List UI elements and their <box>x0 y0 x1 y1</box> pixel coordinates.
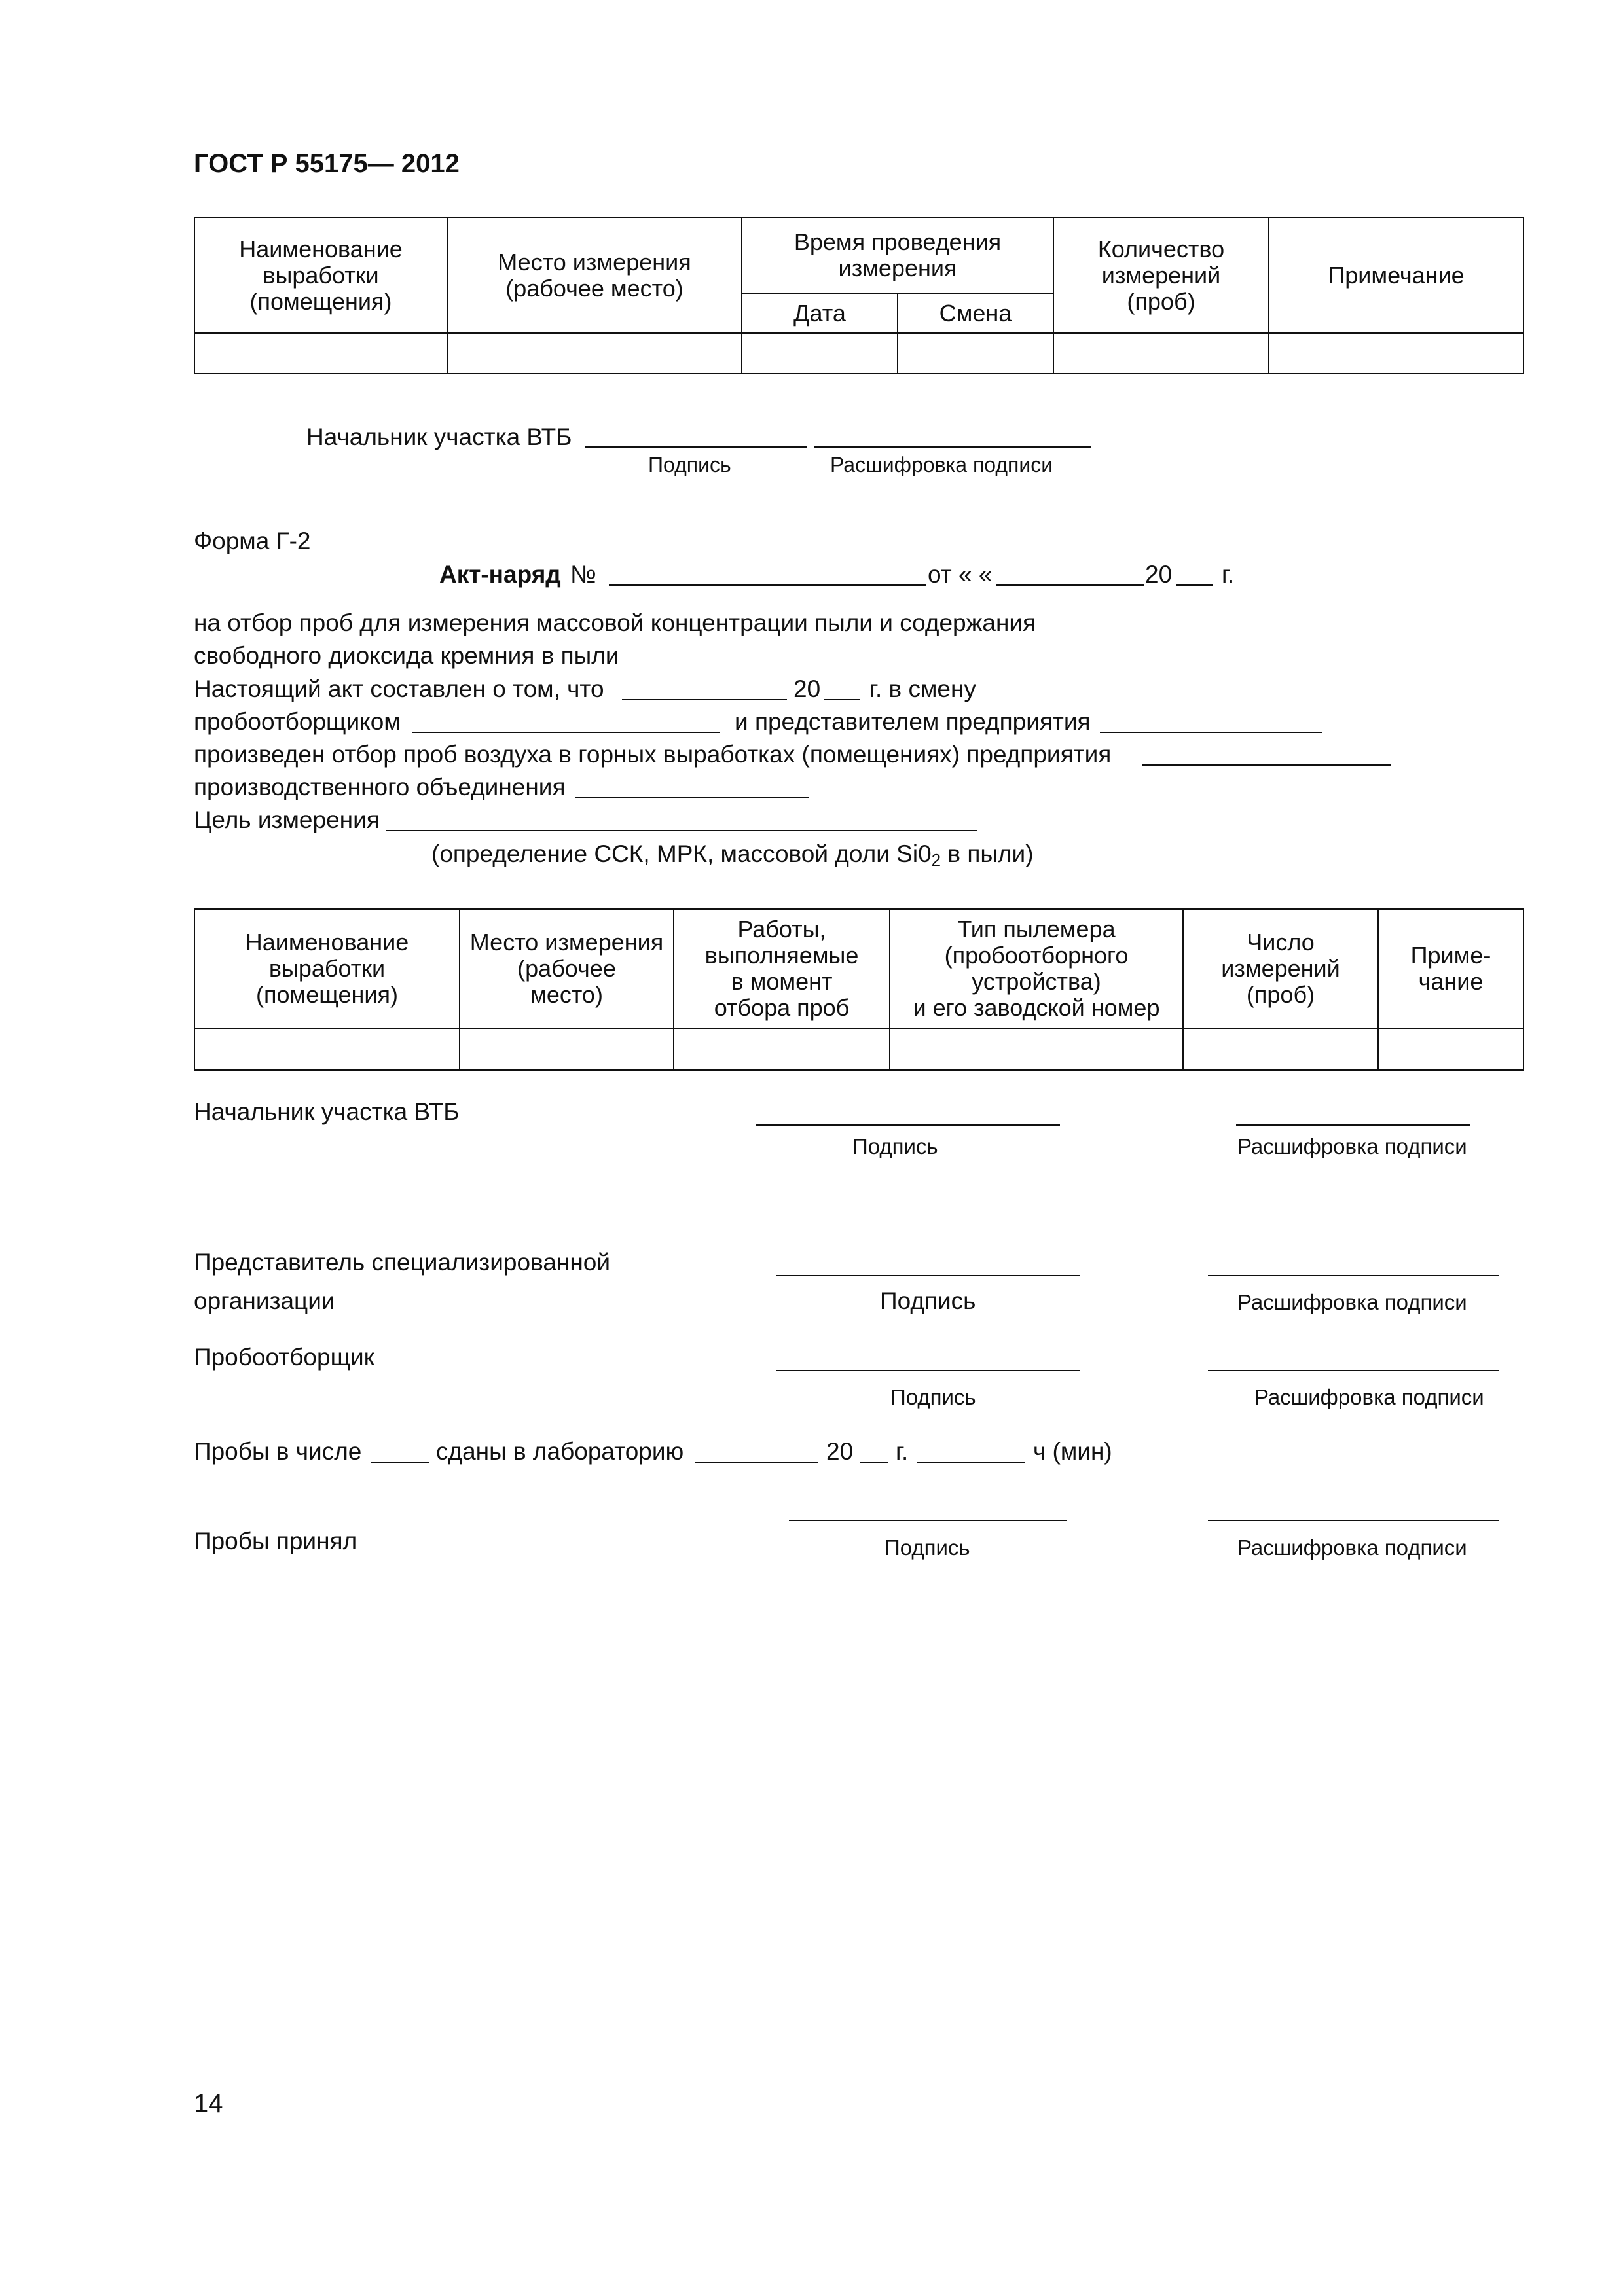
sign1-decode-line[interactable] <box>814 446 1091 448</box>
samples-label: Пробы в числе <box>194 1438 362 1465</box>
act-date-field[interactable] <box>996 584 1144 586</box>
association-field[interactable] <box>575 797 809 798</box>
accepted-signature-line[interactable] <box>789 1520 1067 1521</box>
table1-header-time: Время проведения измерения <box>742 217 1053 293</box>
form-line-3-year: 20 <box>793 675 821 702</box>
rep-signature-caption: Подпись <box>880 1287 976 1314</box>
table2-header-type: Тип пылемера (пробоотборного устройства) и его заводской номер <box>890 909 1183 1028</box>
sign1-signature-line[interactable] <box>585 446 807 448</box>
act-number-sign: № <box>570 561 596 588</box>
accepted-label: Пробы принял <box>194 1528 357 1554</box>
accepted-decode-caption: Расшифровка подписи <box>1237 1535 1467 1560</box>
form-line-3-shift: г. в смену <box>869 675 976 702</box>
form-line-6: производственного объединения <box>194 774 566 800</box>
chief-signature-line[interactable] <box>756 1124 1060 1126</box>
table2-empty-row <box>194 1028 1523 1070</box>
sampler-decode-caption: Расшифровка подписи <box>1254 1385 1484 1409</box>
samples-count-field[interactable] <box>371 1462 429 1463</box>
table2-header-place: Место измерения (рабочее место) <box>460 909 674 1028</box>
act-year-label: 20 <box>1145 561 1173 588</box>
chief-decode-line[interactable] <box>1236 1124 1470 1126</box>
act-year2-field[interactable] <box>824 699 860 700</box>
purpose-note: (определение ССК, МРК, массовой доли $Si0_2$ в пыли) <box>431 840 1034 870</box>
sign1-signature-caption: Подпись <box>648 453 731 476</box>
samples-time-label: ч (мин) <box>1033 1438 1112 1465</box>
act-year-field[interactable] <box>1176 584 1213 586</box>
chief-label: Начальник участка ВТБ <box>194 1098 460 1125</box>
form-line-5: произведен отбор проб воздуха в горных выработках (помещениях) предприятия <box>194 741 1112 768</box>
samples-g-label: г. <box>896 1438 909 1465</box>
rep-signature-line[interactable] <box>776 1275 1080 1276</box>
company-rep-field[interactable] <box>1100 732 1322 733</box>
form-line-3-label: Настоящий акт составлен о том, что <box>194 675 604 702</box>
act-g-label: г. <box>1222 561 1235 588</box>
sampler-decode-line[interactable] <box>1208 1370 1499 1371</box>
sampler-signature-caption: Подпись <box>890 1385 976 1409</box>
accepted-signature-caption: Подпись <box>884 1535 970 1560</box>
document-header: ГОСТ Р 55175— 2012 <box>194 149 460 178</box>
table1-header-note: Примечание <box>1269 217 1523 333</box>
samples-year-field[interactable] <box>860 1462 888 1463</box>
accepted-decode-line[interactable] <box>1208 1520 1499 1521</box>
act-number-field[interactable] <box>609 584 926 586</box>
samples-year-label: 20 <box>826 1438 854 1465</box>
sign1-decode-caption: Расшифровка подписи <box>830 453 1053 476</box>
table1-header-shift: Смена <box>898 293 1053 333</box>
form-line-2: свободного диоксида кремния в пыли <box>194 642 619 669</box>
samples-time-field[interactable] <box>917 1462 1025 1463</box>
rep-label-1: Представитель специализированной <box>194 1249 611 1276</box>
table1-header-place: Место измерения (рабочее место) <box>447 217 742 333</box>
rep-decode-caption: Расшифровка подписи <box>1237 1290 1467 1314</box>
act-day-field[interactable] <box>622 699 787 700</box>
enterprise-field[interactable] <box>1142 764 1391 766</box>
table2-header-name: Наименование выработки (помещения) <box>194 909 460 1028</box>
form-label: Форма Г-2 <box>194 528 311 554</box>
table1-empty-row <box>194 333 1523 374</box>
table1-header-name: Наименование выработки (помещения) <box>194 217 447 333</box>
table2-header-note: Приме- чание <box>1378 909 1523 1028</box>
samples-date-field[interactable] <box>695 1462 818 1463</box>
chief-decode-caption: Расшифровка подписи <box>1237 1134 1467 1158</box>
measurement-table-1 <box>194 217 1524 374</box>
sampler-label: Пробоотборщик <box>194 1344 374 1371</box>
table1-header-date: Дата <box>742 293 898 333</box>
page-number: 14 <box>194 2089 223 2118</box>
sampler-name-field[interactable] <box>412 732 720 733</box>
rep-label-2: организации <box>194 1287 335 1314</box>
sampler-signature-line[interactable] <box>776 1370 1080 1371</box>
chief-signature-caption: Подпись <box>852 1134 938 1158</box>
table1-header-count: Количество измерений (проб) <box>1053 217 1269 333</box>
table2-header-work: Работы, выполняемые в момент отбора проб <box>674 909 890 1028</box>
purpose-field[interactable] <box>386 830 977 831</box>
form-line-4-label: пробоотборщиком <box>194 708 401 735</box>
sign1-label: Начальник участка ВТБ <box>306 423 572 450</box>
act-from-label: от « « <box>928 561 993 588</box>
act-title: Акт-наряд <box>439 561 561 588</box>
form-line-1: на отбор проб для измерения массовой концентрации пыли и содержания <box>194 609 1036 636</box>
rep-decode-line[interactable] <box>1208 1275 1499 1276</box>
form-line-4-rep: и представителем предприятия <box>735 708 1091 735</box>
samples-lab-label: сданы в лабораторию <box>436 1438 684 1465</box>
measurement-table-2 <box>194 908 1524 1071</box>
form-line-7: Цель измерения <box>194 806 380 833</box>
table2-header-count: Число измерений (проб) <box>1183 909 1378 1028</box>
